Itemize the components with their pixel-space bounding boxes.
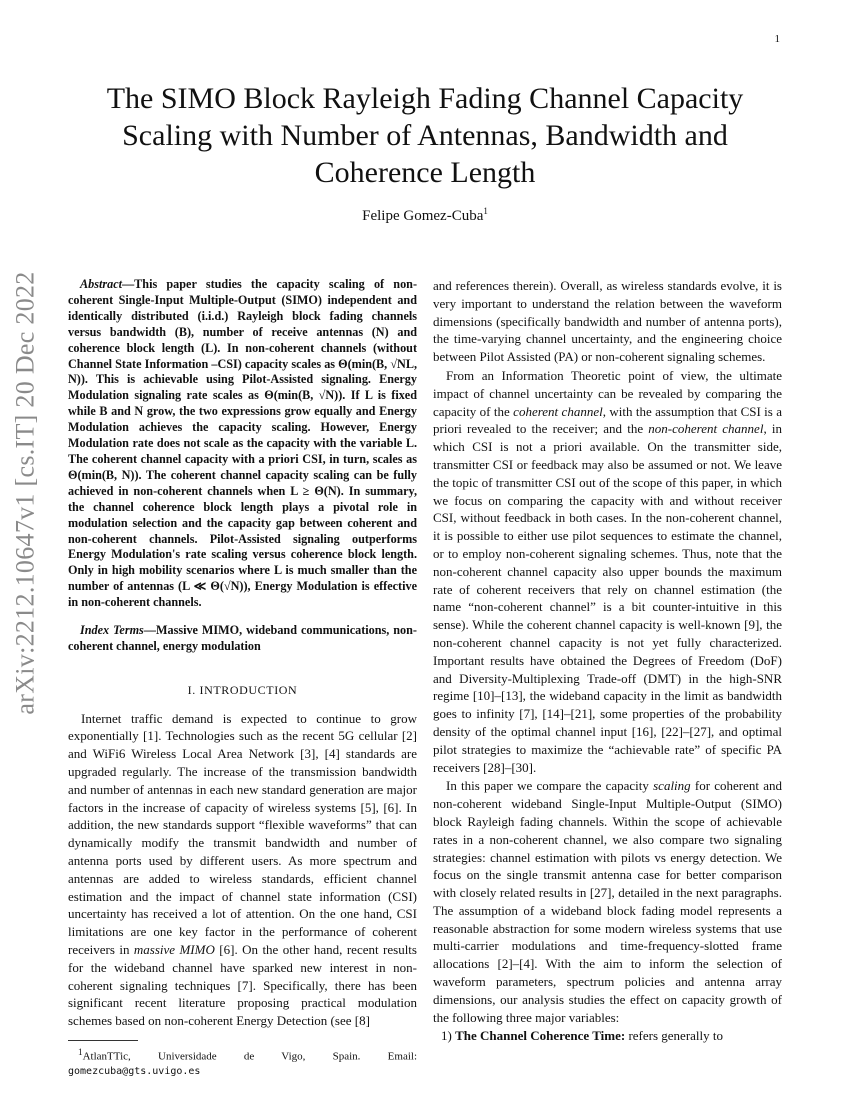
section-heading-introduction: I. INTRODUCTION (187, 682, 298, 697)
list-item-label: The Channel Coherence Time: (455, 1028, 626, 1044)
arxiv-stamp (6, 270, 46, 715)
intro-paragraph-3 (433, 367, 782, 776)
intro-p3-emphasis-1: coherent channel (513, 403, 603, 419)
intro-p4-text-a: In this paper we compare the capacity (446, 778, 654, 794)
footnote-mark: 1 (78, 1046, 83, 1057)
index-terms (68, 623, 417, 655)
intro-p3-text-b: , with the assumption that CSI is a priori revealed to the receiver; and the (433, 403, 782, 437)
abstract (68, 277, 417, 611)
right-column (433, 277, 782, 1045)
intro-p3-text-a: From an Information Theoretic point of view, the ultimate impact of channel uncertainty can be revealed by comparing the capacity of the (433, 367, 782, 419)
page-number: 1 (774, 33, 780, 45)
paper-title: The SIMO Block Rayleigh Fading Channel Capacity Scaling with Number of Antennas, Bandwidth and Coherence Length (106, 82, 744, 189)
intro-p1-text-b: [6]. On the other hand, recent results for the wideband channel have sparked new interest in non-coherent signaling techniques [7]. Specifically, there has been significant recent literature proposing practical modulation schemes based on non-coherent Energy Detection (see [8] (68, 942, 417, 1029)
intro-p4-text-b: for coherent and non-coherent wideband Single-Input Multiple-Output (SIMO) block Rayleigh fading channels. Within the scope of achievable rates in a non-coherent channel, we also compare two signaling strategies: channel estimation with pilots vs energy detection. We focus on the single transmit antenna case for better comparison with closely related results in [27], detailed in the next paragraphs. The assumption of a wideband block fading model represents a reasonable abstraction for some modern wireless systems that use multi-carrier modulations and time-frequency-slotted frame allocations [2]–[4]. With the aim to inform the selection of waveform parameters, spectrum policies and antenna array dimensions, our analysis studies the effect on capacity growth of the following three major variables: (433, 778, 783, 1025)
abstract-label: Abstract (80, 277, 122, 291)
intro-p3-text-c: , in which CSI is not a priori available. On the transmitter side, transmitter CSI or feedback may also be assumed or not. We leave the topic of transmitter CSI out of the scope of this paper, in which we focus on comparing the capacity with and without receiver CSI, without feedback in both cases. In the non-coherent channel, it is possible to either use pilot sequences to estimate the channel, or to employ non-coherent signaling schemes. Thus, note that the non-coherent channel capacity also upper bounds the maximum rate of coherent receivers that rely on channel estimation (the name “non-coherent channel” is a bit counter-intuitive in this sense). While the coherent channel capacity is well-known [9], the non-coherent channel capacity is not yet fully characterized. Important results have obtained the Degrees of Freedom (DoF) and Diversity-Multiplexing Trade-off (DMT) in the high-SNR regime [10]–[13], the wideband capacity in the limit as bandwidth goes to infinity [7], [14]–[21], some properties of the probability density of the optimal channel input [16], [22]–[27], and optimal pilot strategies to maximize the “achievable rate” of specific PA receivers [28]–[30]. (433, 421, 782, 775)
intro-p1-text-a: Internet traffic demand is expected to continue to grow exponentially [1]. Technologies such as the recent 5G cellular [2] and WiFi6 Wireless Local Area Network [3], [4] standards are upgraded regularly. The increase of the transmission bandwidth and number of antennas in each new standard generation are major factors in the increase of capacity of wireless systems [5], [6]. In addition, the new standards support “flexible waveforms” that can dynamically modify the transmit bandwidth and number of antenna ports used by different users. As more spectrum and antennas are added to wireless standards, efficient channel estimation and the impact of channel state information (CSI) uncertainty has received a lot of attention. On the one hand, CSI limitations are one key factor in the performance of coherent receivers in (68, 710, 417, 957)
list-item-text: refers generally to (625, 1028, 723, 1044)
abstract-text: —This paper studies the capacity scaling of non-coherent Single-Input Multiple-Output (SIMO) independent and identically distributed (i.i.d.) Rayleigh block fading channels versus bandwidth (B), number of receive antennas (N) and coherence block length (L). In non-coherent channels (without Channel State Information –CSI) capacity scales as Θ(min(B, √NL, N)). This is achievable using Pilot-Assisted signaling. Energy Modulation signaling rate scales as Θ(min(B, √N)). If L is fixed while B and N grow, the two expressions grow equally and Energy Modulation achieves the capacity scaling. However, Energy Modulation rate does not scale as the capacity with the variable L. The coherent channel capacity with a priori CSI, in turn, scales as Θ(min(B, N)). The coherent channel capacity scaling can be fully achieved in non-coherent channels when L ≥ Θ(N). In summary, the channel coherence block length plays a pivotal role in modulation selection and the capacity gap between coherent and non-coherent channels. Pilot-Assisted signaling outperforms Energy Modulation's rate scaling versus coherence block length. Only in high mobility scenarios where L is much smaller than the number of antennas (L ≪ Θ(√N)), Energy Modulation is effective in non-coherent channels. (68, 277, 417, 610)
list-item-coherence-time (433, 1027, 782, 1045)
intro-p3-emphasis-2: non-coherent channel (648, 421, 764, 437)
left-column (68, 277, 417, 1079)
footnote-email[interactable]: gomezcuba@gts.uvigo.es (68, 1065, 201, 1077)
intro-p4-emphasis: scaling (653, 778, 691, 794)
intro-p1-emphasis: massive MIMO (133, 942, 215, 957)
intro-paragraph-4 (433, 777, 782, 1026)
list-item-number: 1) (441, 1028, 452, 1044)
author-footnote-mark: 1 (483, 206, 488, 216)
intro-paragraph-2: and references therein). Overall, as wireless standards evolve, it is very important to understand the relation between the waveform dimensions (specifically bandwidth and number of antenna ports), the time-varying channel uncertainty, and the engineering choice between Pilot Assisted (PA) or non-coherent signaling schemes. (433, 278, 782, 365)
arxiv-identifier[interactable]: arXiv:2212.10647v1 [cs.IT] 20 Dec 2022 (11, 270, 41, 715)
author-name: Felipe Gomez-Cuba (362, 208, 484, 224)
index-terms-text: —Massive MIMO, wideband communications, non-coherent channel, energy modulation (68, 623, 417, 653)
footnote-rule (68, 1040, 138, 1041)
footnote-affiliation: AtlanTTic, Universidade de Vigo, Spain. Email: (82, 1050, 417, 1063)
author-line (0, 206, 850, 225)
footnote (68, 1045, 417, 1079)
index-terms-label: Index Terms (80, 623, 144, 638)
intro-paragraph-1 (68, 710, 417, 1030)
